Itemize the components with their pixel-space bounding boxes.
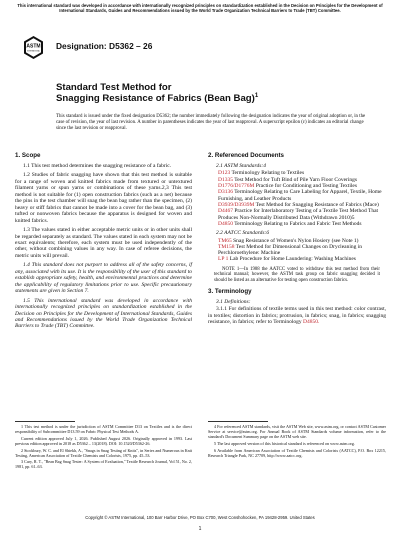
ref-code-link[interactable]: D3939/D3939M (218, 201, 255, 208)
para-1-4: 1.4 This standard does not purport to address all of the safety concerns, if any, associated with its use. It is the responsibility of the user of this standard to establish appropriate safety, health, and environmental practices and determine the applicability of regulatory limitations prior to use. Specific precautionary statements are given in Section 7. (15, 262, 192, 295)
title-text: Snagging Resistance of Fabrics (Bean Bag) (56, 93, 255, 104)
ref-title: Terminology Relating to Fabrics and Fabric Test Methods (232, 220, 362, 227)
ref-title: Practice for Interlaboratory Testing of a Textile Test Method That Produces Non-Normally Distributed Data (Withdrawn 2010)5 (218, 208, 379, 221)
footnote-divider-right (208, 421, 268, 422)
ref-title: Snag Resistance of Women's Nylon Hosiery (see Note 1) (231, 237, 359, 244)
d4850-link[interactable]: D4850. (302, 319, 320, 326)
title-line-2 (56, 93, 258, 104)
ref-code-link[interactable]: D3136 (218, 189, 233, 196)
ref-title: Test Method for Tuft Bind of Pile Yarn Floor Coverings (232, 176, 358, 183)
scope-heading: 1. Scope (15, 152, 41, 159)
ref-item (218, 189, 386, 202)
ref-item (218, 208, 386, 221)
ref-code-link[interactable]: LP 1 (218, 256, 229, 263)
footnote: 6 Available from American Association of Textile Chemists and Colorists (AATCC), P.O. Box 12215, Research Triangle Park, NC 27709, http://www.aatcc.org. (208, 447, 386, 458)
footnote: 4 For referenced ASTM standards, visit the ASTM Web site, www.astm.org, or contact ASTM Customer Service at service@astm.org. For Annual Book of ASTM Standards volume information, refer to the standard's Document Summary page on the ASTM web site. (208, 424, 386, 439)
title-line-1: Standard Test Method for (56, 82, 172, 93)
ref-code-link[interactable]: D1335 (218, 176, 233, 183)
footnote: 5 The last approved version of this historical standard is referenced on www.astm.org. (214, 440, 355, 446)
page-number: 1 (198, 526, 202, 532)
left-column (15, 152, 192, 333)
ref-code-link[interactable]: TM158 (218, 243, 235, 250)
ref-code-link[interactable]: D4467 (218, 208, 233, 215)
ref-title: Terminology Relating to Textiles (230, 170, 305, 177)
para-1-3: 1.3 The values stated in either acceptable metric units or in other units shall be regarded separately as standard. The values stated in each system may not be exact equivalents; therefore, each system must be used independently of the other, without combining values in any way. In case of referee decisions, the metric units will prevail. (15, 227, 192, 259)
designation: Designation: D5362 – 26 (56, 41, 153, 51)
ref-title: Practice for Conditioning and Testing Textiles (254, 183, 357, 190)
ref-title: Test Method for Dimensional Changes on Drycleaning in Perchloroethylene: Machine (218, 243, 363, 257)
aatcc-ref-item (218, 256, 386, 262)
ref-title: Test Method for Snagging Resistance of Fabrics (Mace) (254, 201, 379, 208)
footnote: 2 Stockbury, W. C. and El Shiekh, A., "Snags in Snag Testing of Knits", in Series and Numerous in Knit Testing, American Association of Textile Chemists and Colorists, 1975, pp. 45–53. (15, 447, 192, 458)
footnotes-right (208, 424, 386, 459)
copyright-footer: Copyright © ASTM International, 100 Barr Harbor Drive, PO Box C700, West Conshohocken, PA 19428-2959. United States (85, 515, 315, 520)
terminology-heading: 3. Terminology (208, 287, 252, 295)
ref-code-link[interactable]: D123 (218, 170, 231, 177)
footnote-divider-left (15, 421, 75, 422)
footnotes-left (15, 424, 192, 471)
ref-code-link[interactable]: D4850 (218, 220, 233, 227)
ref-item (218, 221, 386, 227)
definitions-label: 3.1 Definitions: (216, 298, 251, 305)
title-footnote-mark: 1 (254, 92, 259, 99)
ref-title: Lab Procedure for Home Laundering: Washing Machines (228, 256, 356, 263)
footnote: 3 Cary, R. T., "Bean Bag Snag Tester: A System of Evaluation," Textile Research Journal, Vol 51, No. 2, 1981, pp. 61–63. (15, 459, 192, 470)
astm-standards-label: 2.1 ASTM Standards:4 (216, 163, 266, 169)
para-1-1: 1.1 This test method determines the snagging resistance of a fabric. (23, 163, 172, 169)
right-column (208, 152, 386, 329)
ref-code-link[interactable]: TM65 (218, 237, 232, 244)
footnote: 1 This test method is under the jurisdiction of ASTM Committee D13 on Textiles and is the direct responsibility of Subcommittee D13.59 on Fabric Physical Test Methods A. (15, 424, 192, 434)
para-3-1-1-text: 3.1.1 For definitions of textile terms used in this test method: color contrast, in textiles; distortion in fabrics; protrusion, in fabrics; snag, in fabrics; snagging resistance, in fabrics; refer to Terminology (208, 306, 386, 326)
refdocs-heading: 2. Referenced Documents (208, 152, 284, 159)
astm-logo-icon (24, 36, 43, 59)
aatcc-standards-label: 2.2 AATCC Standards:6 (216, 230, 270, 237)
svg-text:ASTM: ASTM (26, 43, 41, 50)
para-1-5: 1.5 This international standard was developed in accordance with internationally recognized principles on standardization established in the Decision on Principles for the Development of International Standards, Guides and Recommendations issued by the World Trade Organization Technical Barriers to Trade (TBT) Committee. (15, 297, 192, 330)
ref-code-link[interactable]: D1776/D1776M (218, 183, 255, 190)
para-3-1-1 (208, 306, 386, 325)
para-1-2: 1.2 Studies of fabric snagging have shown that this test method is suitable for a range of woven and knitted fabrics made from textured or untextured filament yarns or spun yarns or combinations of these yarns.2,3 This test method is not suitable for (1) open construction fabrics (such as a net) because the pins in the test chamber will snag the bean bag rather than the specimen, (2) heavy or stiff fabrics that cannot be made into a cover for the bean bag, and (3) tufted or nonwoven fabrics because the apparatus is designed for woven and knitted fabrics. (15, 172, 192, 224)
aatcc-ref-item (218, 244, 386, 257)
svg-text:INTERNATIONAL: INTERNATIONAL (27, 51, 40, 53)
note-1: NOTE 1—In 1988 the AATCC voted to withdraw this test method from their technical manual; however, the ASTM task group on fabric snagging decided it should be listed as an alternative for testing open construction fabrics. (214, 266, 380, 284)
ref-title: Terminology Relating to Care Labeling for Apparel, Textile, Home Furnishing, and Leather Products (218, 189, 382, 202)
footnote: Current edition approved July 1, 2026. Published August 2026. Originally approved in 1993. Last previous edition approved in 2018 as D5362 – 13(2018). DOI: 10.1520/D5362-26. (15, 435, 192, 446)
standard-note: This standard is issued under the fixed designation D5362; the number immediately following the designation indicates the year of original adoption or, in the case of revision, the year of last revision. A number in parentheses indicates the year of last reapproval. A superscript epsilon (ε) indicates an editorial change since the last revision or reapproval. (56, 114, 366, 131)
tbt-banner: This international standard was developed in accordance with internationally recognized principles on standardization established in the Decision on Principles for the Development of International Standards, Guides and Recommendations issued by the World Trade Organization Technical Barriers to Trade (TBT) Committee. (17, 3, 383, 13)
